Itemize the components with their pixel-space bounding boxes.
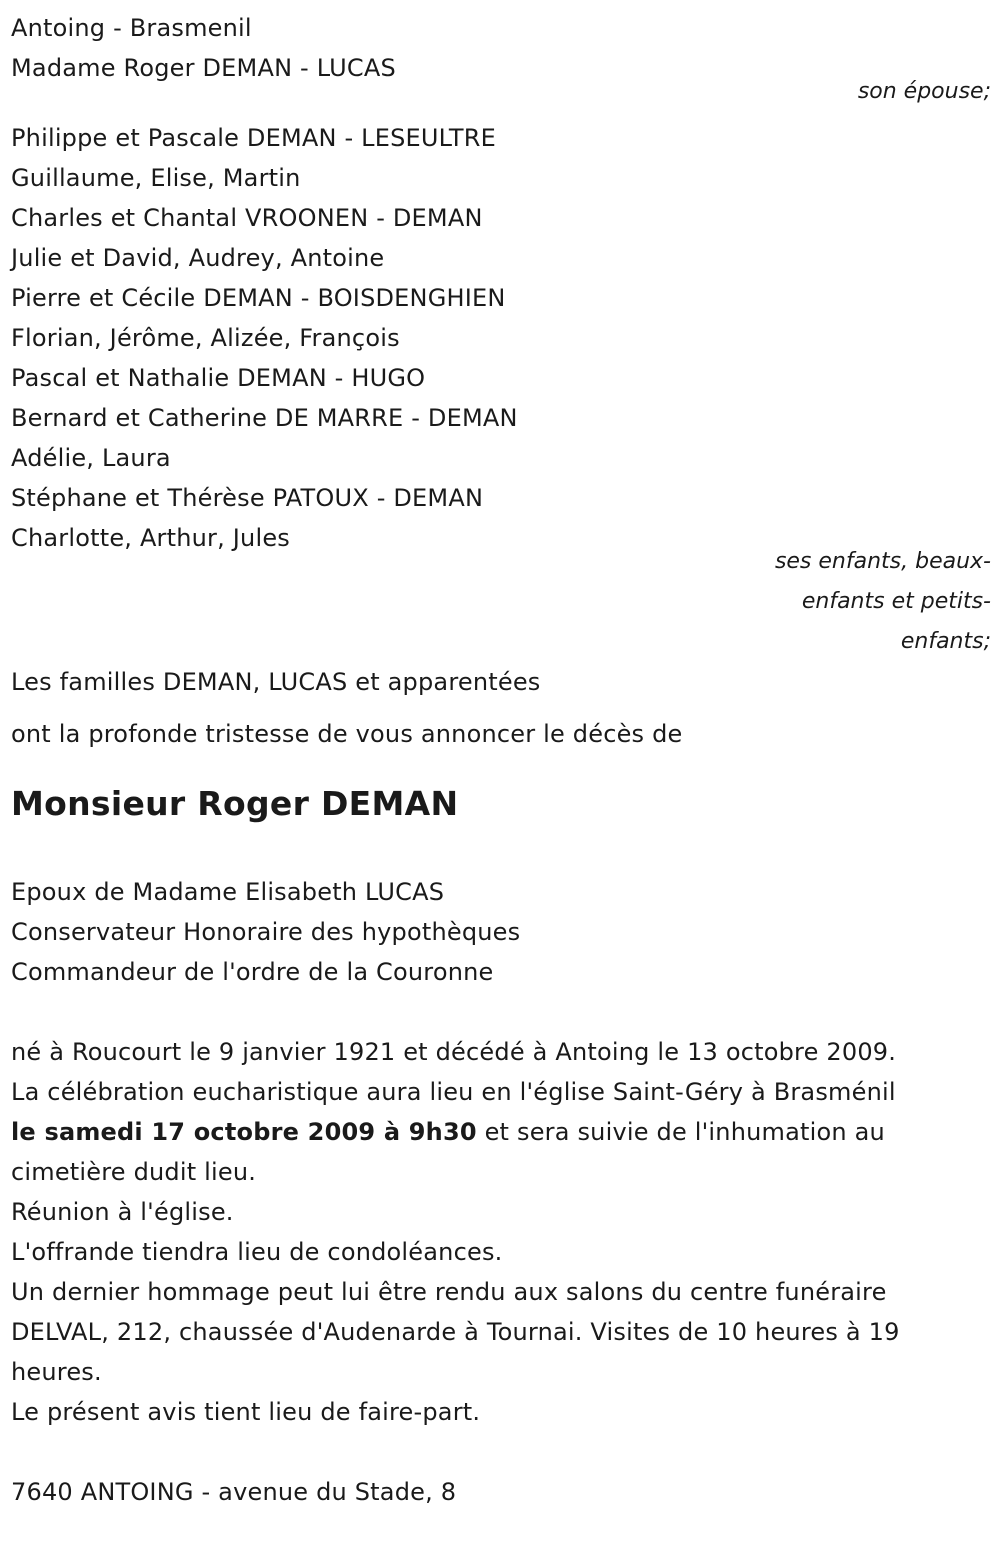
family-member: Adélie, Laura xyxy=(11,444,171,472)
announcement-intro: ont la profonde tristesse de vous annoncer le décès de xyxy=(11,720,683,748)
family-member: Guillaume, Elise, Martin xyxy=(11,164,301,192)
spacer xyxy=(11,702,991,714)
offering-line: L'offrande tiendra lieu de condoléances. xyxy=(11,1238,503,1266)
ceremony-date-paragraph xyxy=(11,1112,991,1192)
details-block xyxy=(11,1032,991,1432)
family-member: Julie et David, Audrey, Antoine xyxy=(11,244,385,272)
families-line: Les familles DEMAN, LUCAS et apparentées xyxy=(11,668,541,696)
family-member: Stéphane et Thérèse PATOUX - DEMAN xyxy=(11,484,484,512)
family-member: Florian, Jérôme, Alizée, François xyxy=(11,324,400,352)
family-member: Charles et Chantal VROONEN - DEMAN xyxy=(11,204,483,232)
location-line: Antoing - Brasmenil xyxy=(11,14,252,42)
title-line: Conservateur Honoraire des hypothèques xyxy=(11,918,521,946)
deceased-name: Monsieur Roger DEMAN xyxy=(11,784,459,823)
spouse-name: Madame Roger DEMAN - LUCAS xyxy=(11,54,396,82)
family-member: Pierre et Cécile DEMAN - BOISDENGHIEN xyxy=(11,284,506,312)
spacer xyxy=(11,992,991,1032)
notice-line: Le présent avis tient lieu de faire-part. xyxy=(11,1398,481,1426)
family-member: Charlotte, Arthur, Jules xyxy=(11,524,291,552)
spouse-role: son épouse; xyxy=(857,79,991,104)
family-member: Philippe et Pascale DEMAN - LESEULTRE xyxy=(11,124,497,152)
ceremony-line: La célébration eucharistique aura lieu en l'église Saint-Géry à Brasménil xyxy=(11,1078,896,1106)
meeting-line: Réunion à l'église. xyxy=(11,1198,234,1226)
family-list xyxy=(11,118,991,558)
homage-paragraph: Un dernier hommage peut lui être rendu aux salons du centre funéraire DELVAL, 212, chaussée d'Audenarde à Tournai. Visites de 10 heures à 19 heures. xyxy=(11,1278,900,1386)
deceased-titles xyxy=(11,872,991,992)
spacer xyxy=(11,1432,991,1472)
ceremony-rest: et sera suivie de l'inhumation au cimetière dudit lieu. xyxy=(11,1118,885,1186)
family-member: Pascal et Nathalie DEMAN - HUGO xyxy=(11,364,426,392)
children-role xyxy=(11,542,991,662)
obituary-notice xyxy=(11,8,991,1512)
family-member: Bernard et Catherine DE MARRE - DEMAN xyxy=(11,404,518,432)
birth-death-line: né à Roucourt le 9 janvier 1921 et décédé à Antoing le 13 octobre 2009. xyxy=(11,1038,897,1066)
ceremony-date: le samedi 17 octobre 2009 à 9h30 xyxy=(11,1118,477,1146)
address-line: 7640 ANTOING - avenue du Stade, 8 xyxy=(11,1478,457,1506)
children-role-line: ses enfants, beaux- xyxy=(774,549,991,574)
children-role-line: enfants; xyxy=(900,629,991,654)
title-line: Commandeur de l'ordre de la Couronne xyxy=(11,958,494,986)
children-role-line: enfants et petits- xyxy=(801,589,991,614)
title-line: Epoux de Madame Elisabeth LUCAS xyxy=(11,878,445,906)
